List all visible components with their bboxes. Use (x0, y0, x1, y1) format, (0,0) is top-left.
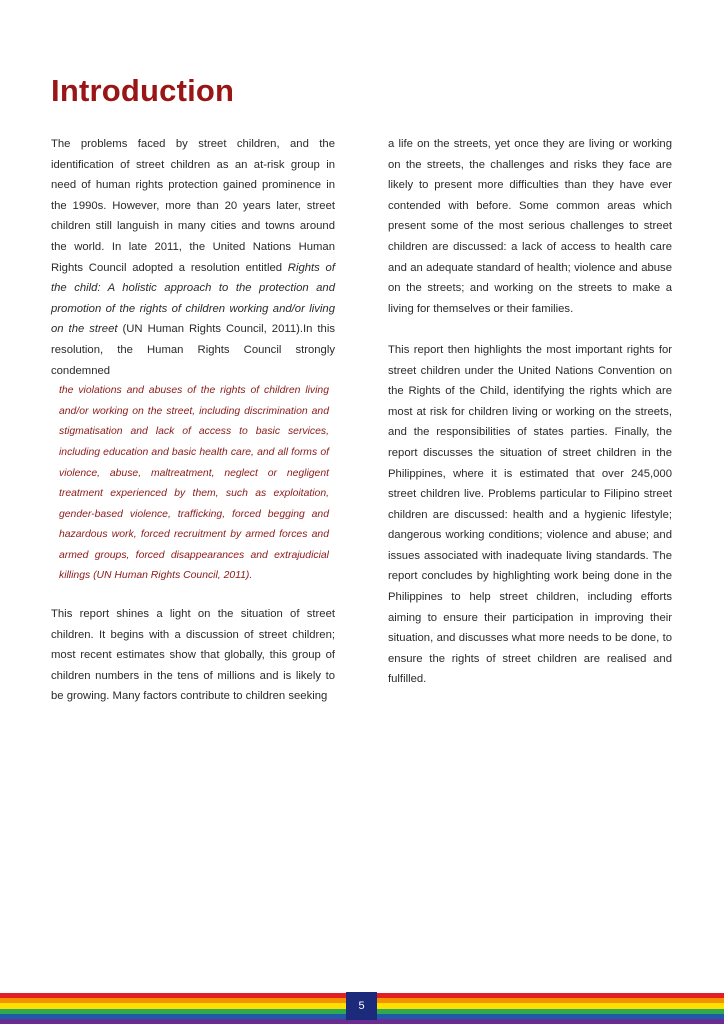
report-overview-paragraph: This report shines a light on the situation of street children. It begins with a discussion of street children; most recent estimates show that globally, this group of children numbers in the tens of millions and is likely to be growing. Many factors contribute to children seeking (51, 608, 335, 703)
intro-text-end: (UN Human Rights Council, 2011).In this resolution, the Human Rights Council strongly condemned (51, 323, 335, 377)
page-number: 5 (346, 992, 377, 1020)
challenges-paragraph: a life on the streets, yet once they are living or working on the streets, the challenges and risks they face are likely to present more difficulties than they have ever contended with before. Some common areas which present some of the most serious challenges to street children are discussed: a lack of access to health care and an adequate standard of health; violence and abuse on the streets; and working on the streets to make a living for themselves or their families. (388, 138, 672, 315)
intro-text-start: The problems faced by street children, and the identification of street children as an at-risk group in need of human rights protection gained prominence in the 1990s. However, more than 20 years later, street children still languish in many cities and towns around the world. In late 2011, the United Nations Human Rights Council adopted a resolution entitled (51, 138, 335, 274)
left-column (51, 134, 335, 707)
right-column (388, 134, 672, 690)
page-title: Introduction (51, 73, 235, 108)
resolution-title: Rights of the child: A holistic approach to the protection and promotion of the rights of children working and/or living on the street (51, 261, 335, 336)
intro-paragraph (51, 134, 335, 381)
block-quote: the violations and abuses of the rights of children living and/or working on the street, including discrimination and stigmatisation and lack of access to basic services, including education and basic health care, and all forms of violence, abuse, maltreatment, neglect or negligent treatment experienced by them, such as exploitation, gender-based violence, trafficking, forced begging and hazardous work, forced recruitment by armed forces and armed groups, forced disappearances and extrajudicial killings (UN Human Rights Council, 2011). (59, 385, 329, 582)
rights-paragraph: This report then highlights the most important rights for street children under the United Nations Convention on the Rights of the Child, identifying the rights which are most at risk for children living or working on the streets, and the responsibilities of states parties. Finally, the report discusses the situation of street children in the Philippines, where it is estimated that over 245,000 street children live. Problems particular to Filipino street children are discussed: health and a hygienic lifestyle; dangerous working conditions; violence and abuse; and issues associated with inadequate living standards. The report concludes by highlighting work being done in the Philippines to help street children, including efforts aiming to ensure their participation in improving their situation, and discusses what more needs to be done, to ensure the rights of street children are realised and fulfilled. (388, 343, 672, 686)
